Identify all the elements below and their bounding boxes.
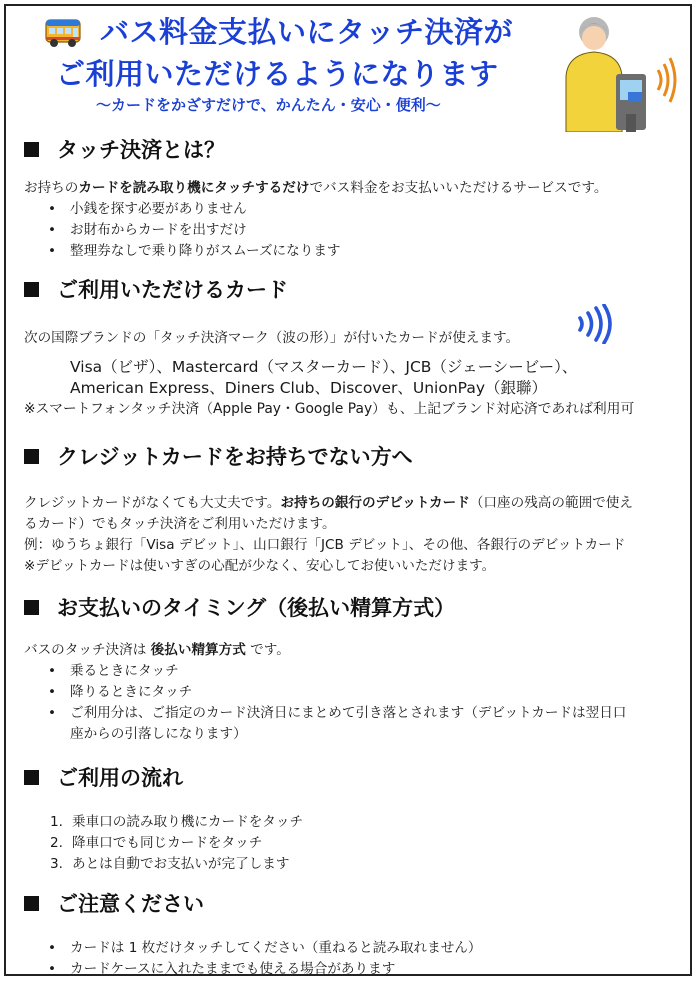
- person-tapping-card-illustration: [556, 10, 686, 132]
- brand-list-line2: American Express、Diners Club、Discover、UnionPay（銀聯）: [70, 379, 547, 397]
- square-bullet-icon: [24, 142, 39, 157]
- list-item: 3. あとは自動でお支払いが完了します: [50, 856, 290, 872]
- section-intro: 次の国際ブランドの「タッチ決済マーク（波の形）」が付いたカードが使えます。: [24, 330, 520, 346]
- list-item: • 降りるときにタッチ: [70, 682, 680, 703]
- brand-list-line1: Visa（ビザ）、Mastercard（マスターカード）、JCB（ジェーシービー）、: [70, 358, 578, 376]
- debit-card-paragraph-line2: るカード）でもタッチ決済をご利用いただけます。: [24, 516, 336, 532]
- list-item: 1. 乗車口の読み取り機にカードをタッチ: [50, 814, 304, 830]
- bus-icon: [44, 16, 82, 50]
- benefit-list: [24, 199, 680, 262]
- section-title: タッチ決済とは？: [24, 134, 680, 164]
- debit-card-note: ※デビットカードは使いすぎの心配が少なく、安心してお使いいただけます。: [24, 558, 496, 574]
- section-title: お支払いのタイミング（後払い精算方式）: [24, 592, 680, 622]
- smartphone-note: ※スマートフォンタッチ決済（Apple Pay・Google Pay）も、上記ブランド対応済であれば利用可: [24, 401, 635, 417]
- caution-list: [24, 938, 680, 980]
- square-bullet-icon: [24, 600, 39, 615]
- square-bullet-icon: [24, 770, 39, 785]
- section-what-is-touch-payment: [24, 134, 680, 262]
- section-payment-timing: [24, 592, 680, 745]
- debit-card-example: 例：ゆうちょ銀行「Visa デビット」、山口銀行「JCB デビット」、その他、各銀行のデビットカード: [24, 537, 626, 553]
- section-title: ご利用の流れ: [24, 762, 680, 792]
- section-title: クレジットカードをお持ちでない方へ: [24, 441, 680, 471]
- section-usage-flow: [24, 762, 680, 875]
- timing-list: [24, 661, 680, 745]
- list-item: • お財布からカードを出すだけ: [70, 220, 680, 241]
- section-caution: [24, 888, 680, 980]
- contactless-wave-icon: [574, 304, 616, 344]
- list-item: • カードは 1 枚だけタッチしてください（重ねると読み取れません）: [70, 938, 680, 959]
- steps-list: [24, 812, 680, 875]
- page-title-line2: ご利用いただけるようになります: [56, 57, 499, 91]
- section-intro: お持ちのカードを読み取り機にタッチするだけでバス料金をお支払いいただけるサービスです。: [24, 180, 608, 196]
- page-title-line1: バス料金支払いにタッチ決済が: [100, 15, 514, 49]
- section-title: ご注意ください: [24, 888, 680, 918]
- list-item: • カードケースに入れたままでも使える場合があります: [70, 959, 680, 980]
- list-item: • ご利用分は、ご指定のカード決済日にまとめて引き落とされます（デビットカードは翌日口 座からの引落しになります）: [70, 703, 680, 745]
- section-title: ご利用いただけるカード: [24, 274, 680, 304]
- section-no-credit-card: [24, 441, 680, 577]
- section-available-cards: [24, 274, 680, 420]
- page-subtitle: ～カードをかざすだけで、かんたん・安心・便利～: [96, 96, 441, 114]
- section-intro: バスのタッチ決済は 後払い精算方式 です。: [24, 642, 290, 658]
- debit-card-paragraph: クレジットカードがなくても大丈夫です。お持ちの銀行のデビットカード（口座の残高の範囲で使え: [24, 495, 633, 511]
- list-item: • 整理券なしで乗り降りがスムーズになります: [70, 241, 680, 262]
- header: [0, 0, 700, 122]
- list-item: 2. 降車口でも同じカードをタッチ: [50, 835, 263, 851]
- square-bullet-icon: [24, 896, 39, 911]
- square-bullet-icon: [24, 449, 39, 464]
- square-bullet-icon: [24, 282, 39, 297]
- list-item: • 小銭を探す必要がありません: [70, 199, 680, 220]
- list-item: • 乗るときにタッチ: [70, 661, 680, 682]
